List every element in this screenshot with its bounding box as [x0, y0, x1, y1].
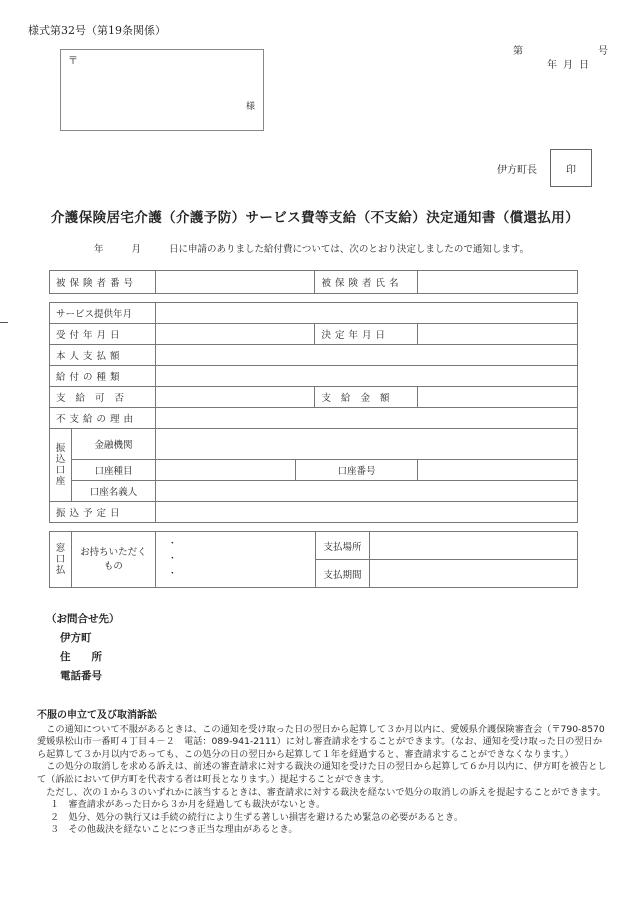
account-type-value — [155, 460, 295, 481]
account-number-label: 口座番号 — [295, 460, 418, 481]
address-box — [60, 49, 264, 131]
appeal-paragraph-2: この処分の取消しを求める訴えは、前述の審査請求に対する裁決の通知を受けた日の翌日から起算して６か月以内に、伊方町を被告として（訴訟において伊方町を代表する者は町長となります。）提起することができます。 — [37, 761, 607, 785]
insured-number-value — [155, 271, 315, 294]
pay-period-label: 支払期間 — [315, 560, 370, 588]
document-date: 年月日 — [547, 60, 595, 71]
transfer-account-label — [50, 429, 72, 502]
insured-name-value — [418, 271, 578, 294]
approval-value — [155, 387, 315, 408]
doc-number-suffix: 号 — [598, 46, 608, 57]
inquiry-phone: 電話番号 — [60, 670, 102, 682]
account-type-label: 口座種目 — [71, 460, 155, 481]
account-number-value — [418, 460, 578, 481]
decision-date-label: 決定年月日 — [315, 324, 418, 345]
pay-place-value — [370, 532, 578, 560]
intro-year: 年 — [94, 244, 104, 255]
self-pay-label: 本人支払額 — [50, 345, 156, 366]
approval-label: 支給可否 — [50, 387, 156, 408]
bank-value — [155, 429, 577, 460]
insured-name-label: 被保険者氏名 — [315, 271, 418, 294]
honorific: 様 — [245, 102, 255, 112]
appeal-section — [37, 710, 614, 837]
appeal-paragraph-3: ただし、次の１から３のいずれかに該当するときは、審査請求に対する裁決を経ないで処分の取消しの訴えを提起することができます。 — [46, 786, 606, 798]
receipt-date-value — [155, 324, 315, 345]
account-holder-value — [155, 481, 577, 502]
benefit-type-value — [155, 366, 577, 387]
inquiry-heading: （お問合せ先） — [46, 613, 120, 625]
denial-reason-label: 不支給の理由 — [50, 408, 156, 429]
document-title: 介護保険居宅介護（介護予防）サービス費等支給（不支給）決定通知書（償還払用） — [50, 210, 580, 226]
intro-month: 月 — [131, 244, 142, 255]
payment-amount-label: 支給金額 — [315, 387, 418, 408]
inquiry-block — [46, 611, 120, 687]
bullet-1: ・ — [167, 539, 177, 549]
seal-label: 印 — [566, 164, 576, 176]
transfer-date-value — [155, 502, 577, 523]
benefit-table — [49, 302, 578, 523]
insured-number-label: 被保険者番号 — [50, 271, 156, 294]
intro-text: 日に申請のありました給付費については、次のとおり決定しましたので通知します。 — [169, 244, 530, 255]
counter-pay-label — [50, 532, 72, 588]
issuer-name: 伊方町長 — [497, 165, 537, 176]
receipt-date-label: 受付年月日 — [50, 324, 156, 345]
counter-pay-text: 窓口払 — [55, 542, 66, 577]
appeal-item-3: ３ その他裁決を経ないことにつき正当な理由があるとき。 — [50, 824, 298, 836]
bank-label: 金融機関 — [71, 429, 155, 460]
pay-place-label: 支払場所 — [315, 532, 370, 560]
service-month-value — [155, 303, 577, 324]
transfer-account-text: 振込口座 — [55, 442, 66, 488]
appeal-item-2: ２ 処分、処分の執行又は手続の続行により生ずる著しい損害を避けるため緊急の必要があるとき。 — [50, 811, 464, 823]
account-holder-label: 口座名義人 — [71, 481, 155, 502]
payment-amount-value — [418, 387, 578, 408]
appeal-heading: 不服の申立て及び取消訴訟 — [37, 710, 157, 721]
self-pay-value — [155, 345, 577, 366]
items-to-bring-label: お持ちいただくもの — [71, 532, 155, 588]
postal-mark: 〒 — [68, 56, 78, 67]
appeal-paragraph-1: この通知について不服があるときは、この通知を受け取った日の翌日から起算して３か月以内に、愛媛県介護保険審査会（〒790-8570 愛媛県松山市一番町４丁目４－２ 電話：089-941-2111）に対し審査請求をすることができます。（なお、通知を受け取った日の翌日から起算して３か月以内であっても、この処分の日の翌日から起算して１年を経過すると、審査請求することができなくなります。） — [37, 723, 614, 760]
form-number: 様式第32号（第19条関係） — [28, 24, 166, 37]
appeal-item-1: １ 審査請求があった日から３か月を経過しても裁決がないとき。 — [50, 799, 326, 811]
denial-reason-value — [155, 408, 577, 429]
service-month-label: サービス提供年月 — [50, 303, 156, 324]
doc-number-prefix: 第 — [513, 46, 523, 57]
counter-payment-table — [49, 531, 578, 588]
pay-period-value — [370, 560, 578, 588]
decision-date-value — [418, 324, 578, 345]
insured-table — [49, 270, 578, 294]
inquiry-address: 住 所 — [60, 651, 102, 663]
margin-tick — [0, 322, 8, 323]
bullet-3: ・ — [167, 569, 177, 579]
transfer-date-label: 振込予定日 — [50, 502, 156, 523]
intro-sentence — [94, 241, 529, 255]
bullet-2: ・ — [167, 554, 177, 564]
inquiry-org: 伊方町 — [60, 632, 92, 644]
items-to-bring-list — [155, 532, 315, 588]
seal-box — [550, 149, 592, 187]
benefit-type-label: 給付の種類 — [50, 366, 156, 387]
